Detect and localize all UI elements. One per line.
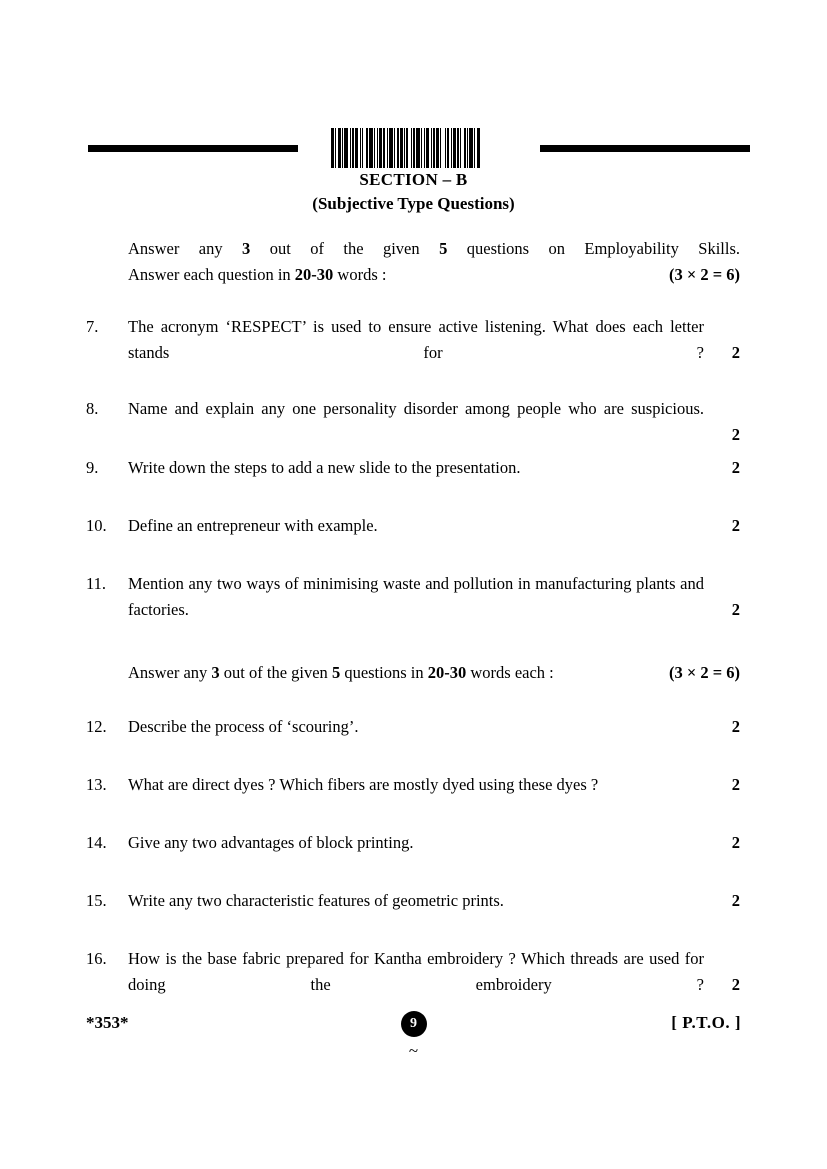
section-title: SECTION – B — [359, 170, 468, 189]
question-text: What are direct dyes ? Which fibers are mostly dyed using these dyes ? — [128, 775, 599, 794]
question-text: Mention any two ways of minimising waste and pollution in manufacturing plants and factories. — [128, 574, 704, 619]
question-text: How is the base fabric prepared for Kantha embroidery ? Which threads are used for doing the embroidery ? — [128, 949, 704, 994]
question-row — [86, 571, 746, 623]
question-text: Write any two characteristic features of geometric prints. — [128, 891, 504, 910]
instruction-block-2 — [128, 660, 740, 686]
question-row — [86, 830, 746, 858]
question-number: 7. — [86, 317, 99, 336]
instruction-2-marks: (3 × 2 = 6) — [668, 663, 740, 682]
header-rule-right — [540, 145, 750, 152]
paper-body — [86, 236, 746, 998]
instruction-2-text: Answer any 3 out of the given 5 questions in 20-30 words each : — [128, 663, 554, 682]
question-row — [86, 888, 746, 916]
question-text: Give any two advantages of block printing. — [128, 833, 414, 852]
question-number: 9. — [86, 458, 99, 477]
question-marks: 2 — [731, 891, 740, 910]
instruction-1-line-2 — [128, 262, 740, 288]
question-text: Describe the process of ‘scouring’. — [128, 717, 359, 736]
question-row — [86, 455, 746, 483]
question-marks: 2 — [731, 425, 740, 444]
question-number: 16. — [86, 949, 107, 968]
question-number: 12. — [86, 717, 107, 736]
question-marks: 2 — [731, 833, 740, 852]
question-marks: 2 — [731, 458, 740, 477]
instruction-1-line-1: Answer any 3 out of the given 5 questions on Employability Skills. — [128, 239, 740, 258]
question-text: The acronym ‘RESPECT’ is used to ensure active listening. What does each letter stands for ? — [128, 317, 704, 362]
question-row — [86, 314, 746, 366]
instruction-1-line-2-text: Answer each question in 20-30 words : — [128, 265, 387, 284]
question-text: Name and explain any one personality disorder among people who are suspicious. — [128, 399, 704, 418]
question-number: 14. — [86, 833, 107, 852]
question-number: 15. — [86, 891, 107, 910]
footer-tilde: ~ — [408, 1041, 419, 1060]
barcode-icon — [331, 128, 499, 168]
question-marks: 2 — [731, 516, 740, 535]
question-number: 8. — [86, 399, 99, 418]
question-row — [86, 946, 746, 998]
question-text: Define an entrepreneur with example. — [128, 516, 378, 535]
instruction-block-1 — [128, 236, 740, 288]
question-text: Write down the steps to add a new slide to the presentation. — [128, 458, 521, 477]
question-marks: 2 — [731, 600, 740, 619]
question-row — [86, 772, 746, 800]
question-marks: 2 — [731, 717, 740, 736]
header-rule-left — [88, 145, 298, 152]
paper-code: *353* — [86, 1013, 129, 1032]
section-subtitle: (Subjective Type Questions) — [312, 194, 515, 213]
question-number: 10. — [86, 516, 107, 535]
question-number: 11. — [86, 574, 107, 593]
question-row — [86, 714, 746, 742]
question-row — [86, 396, 746, 444]
page-header — [88, 128, 750, 170]
page-number: 9 — [401, 1011, 427, 1037]
instruction-1-marks: (3 × 2 = 6) — [668, 265, 740, 284]
question-marks: 2 — [731, 343, 740, 362]
question-row — [86, 513, 746, 541]
instruction-2-line — [128, 660, 740, 686]
question-marks: 2 — [731, 975, 740, 994]
pto-label: [ P.T.O. ] — [671, 1013, 741, 1032]
question-marks: 2 — [731, 775, 740, 794]
question-number: 13. — [86, 775, 107, 794]
